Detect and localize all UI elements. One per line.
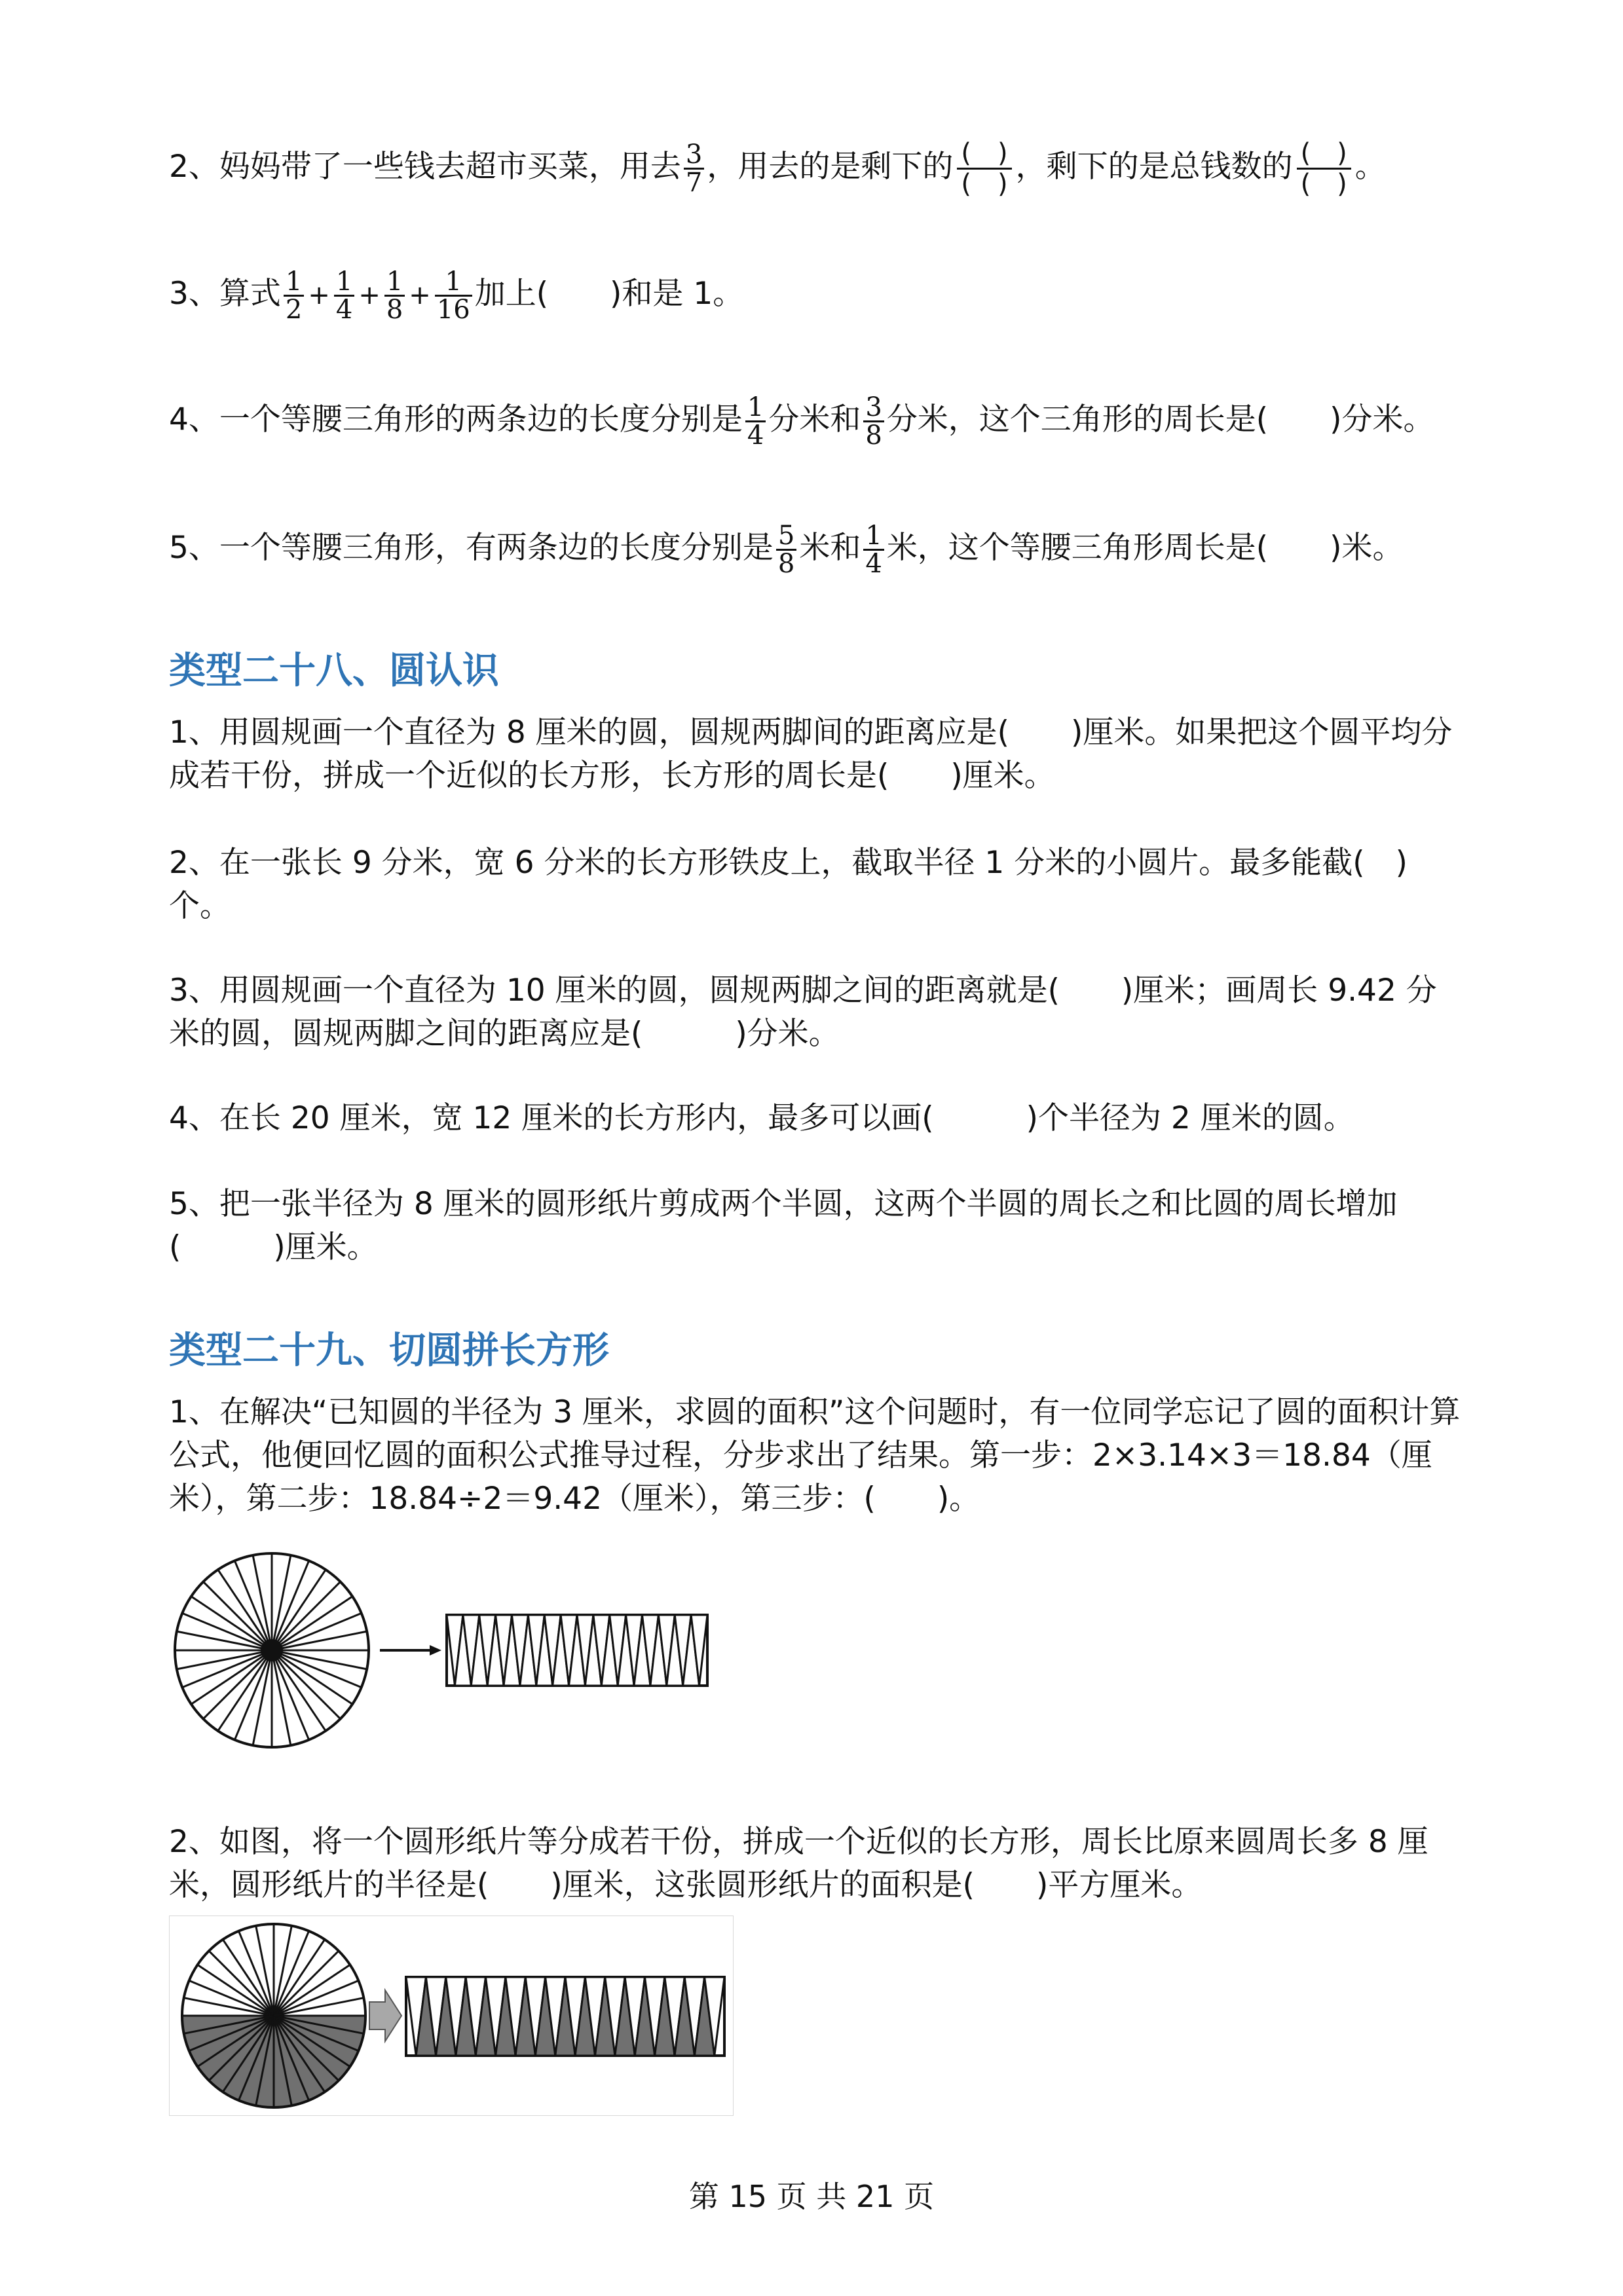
question-2-fraction xyxy=(169,139,1386,198)
section-heading-28: 类型二十八、圆认识 xyxy=(169,650,499,692)
question-number: 4、 xyxy=(169,401,219,437)
fraction: $\frac{1}{8}$ xyxy=(384,268,405,323)
question-number: 3、 xyxy=(169,276,219,312)
question-number: 5、 xyxy=(169,530,219,566)
question-text: 算式 xyxy=(219,276,281,312)
shaded-circle-to-rectangle-figure xyxy=(169,1916,734,2116)
section28-question-1: 1、用圆规画一个直径为 8 厘米的圆，圆规两脚间的距离应是( )厘米。如果把这个圆平均分成若干份，拼成一个近似的长方形，长方形的周长是( )厘米。 xyxy=(169,714,1453,794)
question-text: 妈妈带了一些钱去超市买菜，用去 xyxy=(219,149,681,185)
rectangle-strips xyxy=(447,1615,707,1686)
question-text: 分米和 xyxy=(768,401,861,437)
question-text: 一个等腰三角形的两条边的长度分别是 xyxy=(219,401,743,437)
section28-question-4: 4、在长 20 厘米，宽 12 厘米的长方形内，最多可以画( )个半径为 2 厘米的圆。 xyxy=(169,1100,1354,1136)
fraction: $\frac{1}{4}$ xyxy=(745,394,766,449)
circle-center xyxy=(261,1639,283,1661)
fraction-3-7: $\frac{3}{7}$ xyxy=(684,141,704,196)
question-text: 分米，这个三角形的周长是( )分米。 xyxy=(886,401,1434,437)
fraction: $\frac{3}{8}$ xyxy=(863,394,884,449)
right-arrow xyxy=(380,1645,441,1656)
question-number: 2、 xyxy=(169,149,219,185)
question-text: 。 xyxy=(1354,149,1386,185)
question-text: ，用去的是剩下的 xyxy=(707,149,954,185)
answer-blank-fraction: $\frac{( )}{( )}$ xyxy=(957,139,1011,198)
question-4-triangle xyxy=(169,394,1434,449)
section28-question-5: 5、把一张半径为 8 厘米的圆形纸片剪成两个半圆，这两个半圆的周长之和比圆的周长增加( )厘米。 xyxy=(169,1186,1398,1265)
fraction: $\frac{1}{4}$ xyxy=(863,523,884,577)
plus-sign: + xyxy=(358,280,381,310)
fraction: $\frac{1}{4}$ xyxy=(334,268,354,323)
section29-question-1: 1、在解决“已知圆的半径为 3 厘米，求圆的面积”这个问题时，有一位同学忘记了圆的面积计算公式，他便回忆圆的面积公式推导过程，分步求出了结果。第一步：2×3.14×3＝18.84（厘米），第二步：18.84÷2＝9.42（厘米），第三步：( )。 xyxy=(169,1394,1461,1517)
question-text: 米和 xyxy=(799,530,861,566)
question-text: 米，这个等腰三角形周长是( )米。 xyxy=(886,530,1404,566)
question-3-fraction-sum xyxy=(169,268,743,323)
fraction: $\frac{5}{8}$ xyxy=(776,523,796,577)
plus-sign: + xyxy=(409,280,431,310)
question-5-triangle xyxy=(169,523,1403,577)
fraction: $\frac{1}{2}$ xyxy=(284,268,304,323)
page-footer: 第 15 页 共 21 页 xyxy=(688,2179,935,2214)
question-text: ，剩下的是总钱数的 xyxy=(1015,149,1293,185)
plus-sign: + xyxy=(308,280,330,310)
circle-to-rectangle-figure xyxy=(170,1546,714,1755)
question-text: 一个等腰三角形，有两条边的长度分别是 xyxy=(219,530,774,566)
section-heading-29: 类型二十九、切圆拼长方形 xyxy=(169,1329,609,1372)
rectangle-strips xyxy=(406,1977,724,2056)
section28-question-2: 2、在一张长 9 分米，宽 6 分米的长方形铁皮上，截取半径 1 分米的小圆片。最多能截( )个。 xyxy=(169,845,1408,924)
section28-question-3: 3、用圆规画一个直径为 10 厘米的圆，圆规两脚之间的距离就是( )厘米；画周长 9.42 分米的圆，圆规两脚之间的距离应是( )分米。 xyxy=(169,972,1437,1052)
answer-blank-fraction: $\frac{( )}{( )}$ xyxy=(1297,139,1351,198)
question-text: 加上( )和是 1。 xyxy=(474,276,744,312)
fraction: $\frac{1}{16}$ xyxy=(435,268,472,323)
section29-question-2: 2、如图，将一个圆形纸片等分成若干份，拼成一个近似的长方形，周长比原来圆周长多 8 厘米，圆形纸片的半径是( )厘米，这张圆形纸片的面积是( )平方厘米。 xyxy=(169,1824,1428,1903)
